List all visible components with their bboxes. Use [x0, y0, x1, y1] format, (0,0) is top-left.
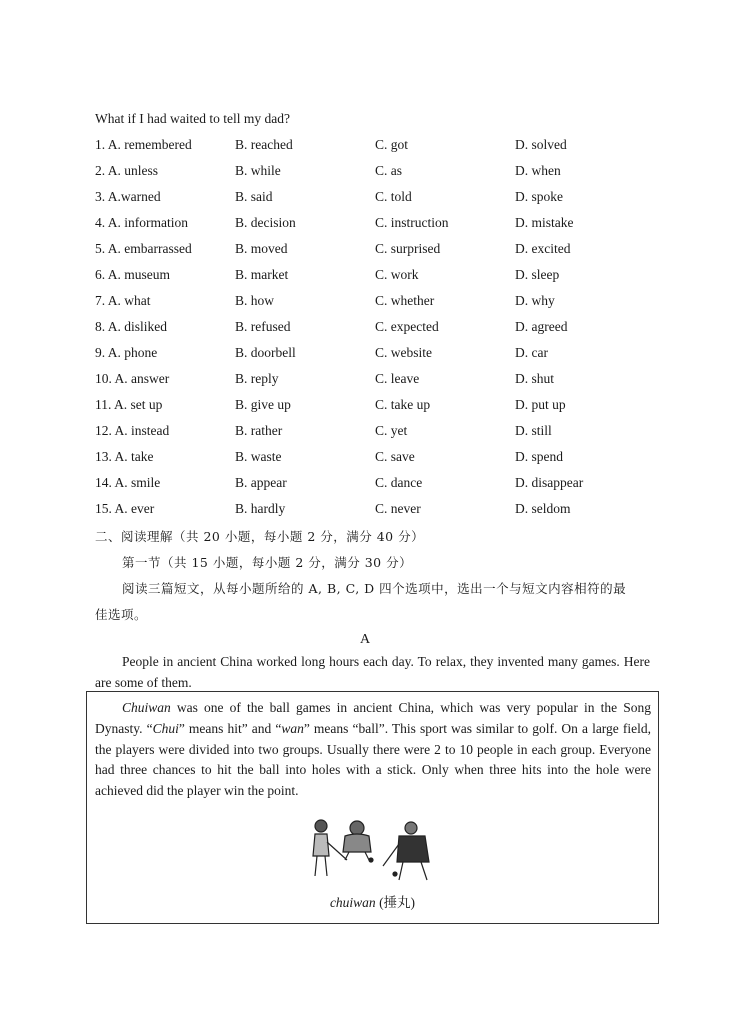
- option-a: 8. A. disliked: [95, 319, 168, 334]
- option-row: [95, 397, 695, 417]
- option-row: [95, 215, 695, 235]
- option-a: 11. A. set up: [95, 397, 163, 412]
- option-d: D. spoke: [515, 189, 563, 204]
- option-b: B. decision: [235, 215, 296, 230]
- option-c: C. dance: [375, 475, 423, 490]
- caption-cn: (捶丸): [375, 895, 416, 910]
- option-a: 2. A. unless: [95, 163, 159, 178]
- option-d: D. agreed: [515, 319, 568, 334]
- option-row: [95, 293, 695, 313]
- option-b: B. doorbell: [235, 345, 296, 360]
- option-d: D. shut: [515, 371, 555, 386]
- option-a: 9. A. phone: [95, 345, 158, 360]
- option-b: B. while: [235, 163, 281, 178]
- info-box: [86, 691, 659, 924]
- option-row: [95, 189, 695, 209]
- option-a: 10. A. answer: [95, 371, 170, 386]
- option-d: D. disappear: [515, 475, 584, 490]
- option-b: B. reached: [235, 137, 293, 152]
- option-row: [95, 449, 695, 469]
- option-row: [95, 319, 695, 339]
- option-d: D. spend: [515, 449, 563, 464]
- option-c: C. take up: [375, 397, 431, 412]
- option-c: C. as: [375, 163, 402, 178]
- section-heading: 二、阅读理解（共 20 小题，每小题 2 分，满分 40 分）: [95, 529, 425, 544]
- caption-term: chuiwan: [329, 895, 376, 910]
- term-wan: wan: [281, 720, 304, 736]
- option-b: B. how: [235, 293, 275, 308]
- figure-caption: [87, 891, 658, 911]
- option-row: [95, 345, 695, 365]
- instruction-line-2: 佳选项。: [95, 607, 148, 622]
- option-row: [95, 163, 695, 183]
- box-text-2: ” means hit” and “: [178, 720, 282, 736]
- term-chuiwan: Chuiwan: [122, 700, 171, 715]
- option-c: C. never: [375, 501, 421, 516]
- option-c: C. yet: [375, 423, 408, 438]
- box-text-3: ” means “ball”. This sport was similar to golf. On a large field, the players were divided into two groups. Usually there were 2 to 10 people in each group. Everyone had three chances to hit the ball into holes with a stick. Only when three hits into the hole were achieved did the player win the point.: [95, 720, 651, 799]
- chuiwan-illustration: [299, 816, 449, 882]
- option-c: C. website: [375, 345, 432, 360]
- option-c: C. instruction: [375, 215, 449, 230]
- option-a: 7. A. what: [95, 293, 151, 308]
- option-b: B. rather: [235, 423, 283, 438]
- option-c: C. surprised: [375, 241, 441, 256]
- option-d: D. seldom: [515, 501, 571, 516]
- option-d: D. why: [515, 293, 555, 308]
- passage-intro-text: People in ancient China worked long hours each day. To relax, they invented many games. Here are some of them.: [95, 654, 650, 690]
- option-row: [95, 423, 695, 443]
- option-a: 15. A. ever: [95, 501, 155, 516]
- subsection-heading: 第一节（共 15 小题，每小题 2 分，满分 30 分）: [122, 555, 413, 570]
- option-a: 4. A. information: [95, 215, 188, 230]
- option-b: B. give up: [235, 397, 291, 412]
- option-d: D. solved: [515, 137, 567, 152]
- option-c: C. got: [375, 137, 409, 152]
- instruction-line-1: 阅读三篇短文，从每小题所给的 A, B, C, D 四个选项中，选出一个与短文内容相符的最: [122, 581, 627, 596]
- option-d: D. excited: [515, 241, 571, 256]
- option-row: [95, 137, 695, 157]
- option-a: 6. A. museum: [95, 267, 171, 282]
- option-a: 14. A. smile: [95, 475, 161, 490]
- passage-letter: A: [360, 632, 371, 647]
- option-a: 13. A. take: [95, 449, 154, 464]
- option-c: C. work: [375, 267, 419, 282]
- option-a: 12. A. instead: [95, 423, 170, 438]
- option-b: B. reply: [235, 371, 279, 386]
- option-a: 1. A. remembered: [95, 137, 192, 152]
- option-row: [95, 267, 695, 287]
- option-a: 3. A.warned: [95, 189, 161, 204]
- option-d: D. mistake: [515, 215, 574, 230]
- passage-intro: [95, 651, 650, 693]
- option-c: C. whether: [375, 293, 435, 308]
- option-row: [95, 475, 695, 495]
- intro-line: What if I had waited to tell my dad?: [95, 111, 290, 126]
- option-b: B. hardly: [235, 501, 286, 516]
- option-d: D. car: [515, 345, 548, 360]
- box-text-1: was one of the ball games in ancient China, which was very popular in the Song Dynasty. “: [95, 700, 651, 736]
- option-d: D. sleep: [515, 267, 560, 282]
- option-a: 5. A. embarrassed: [95, 241, 192, 256]
- option-b: B. waste: [235, 449, 282, 464]
- box-paragraph: [95, 698, 651, 802]
- option-c: C. save: [375, 449, 415, 464]
- option-row: [95, 501, 695, 521]
- option-b: B. moved: [235, 241, 288, 256]
- option-d: D. put up: [515, 397, 566, 412]
- option-b: B. said: [235, 189, 273, 204]
- option-b: B. market: [235, 267, 289, 282]
- option-c: C. told: [375, 189, 412, 204]
- option-c: C. expected: [375, 319, 439, 334]
- option-c: C. leave: [375, 371, 420, 386]
- option-d: D. when: [515, 163, 561, 178]
- option-row: [95, 241, 695, 261]
- option-b: B. appear: [235, 475, 287, 490]
- option-row: [95, 371, 695, 391]
- term-chui: Chui: [152, 720, 179, 736]
- option-d: D. still: [515, 423, 552, 438]
- option-b: B. refused: [235, 319, 291, 334]
